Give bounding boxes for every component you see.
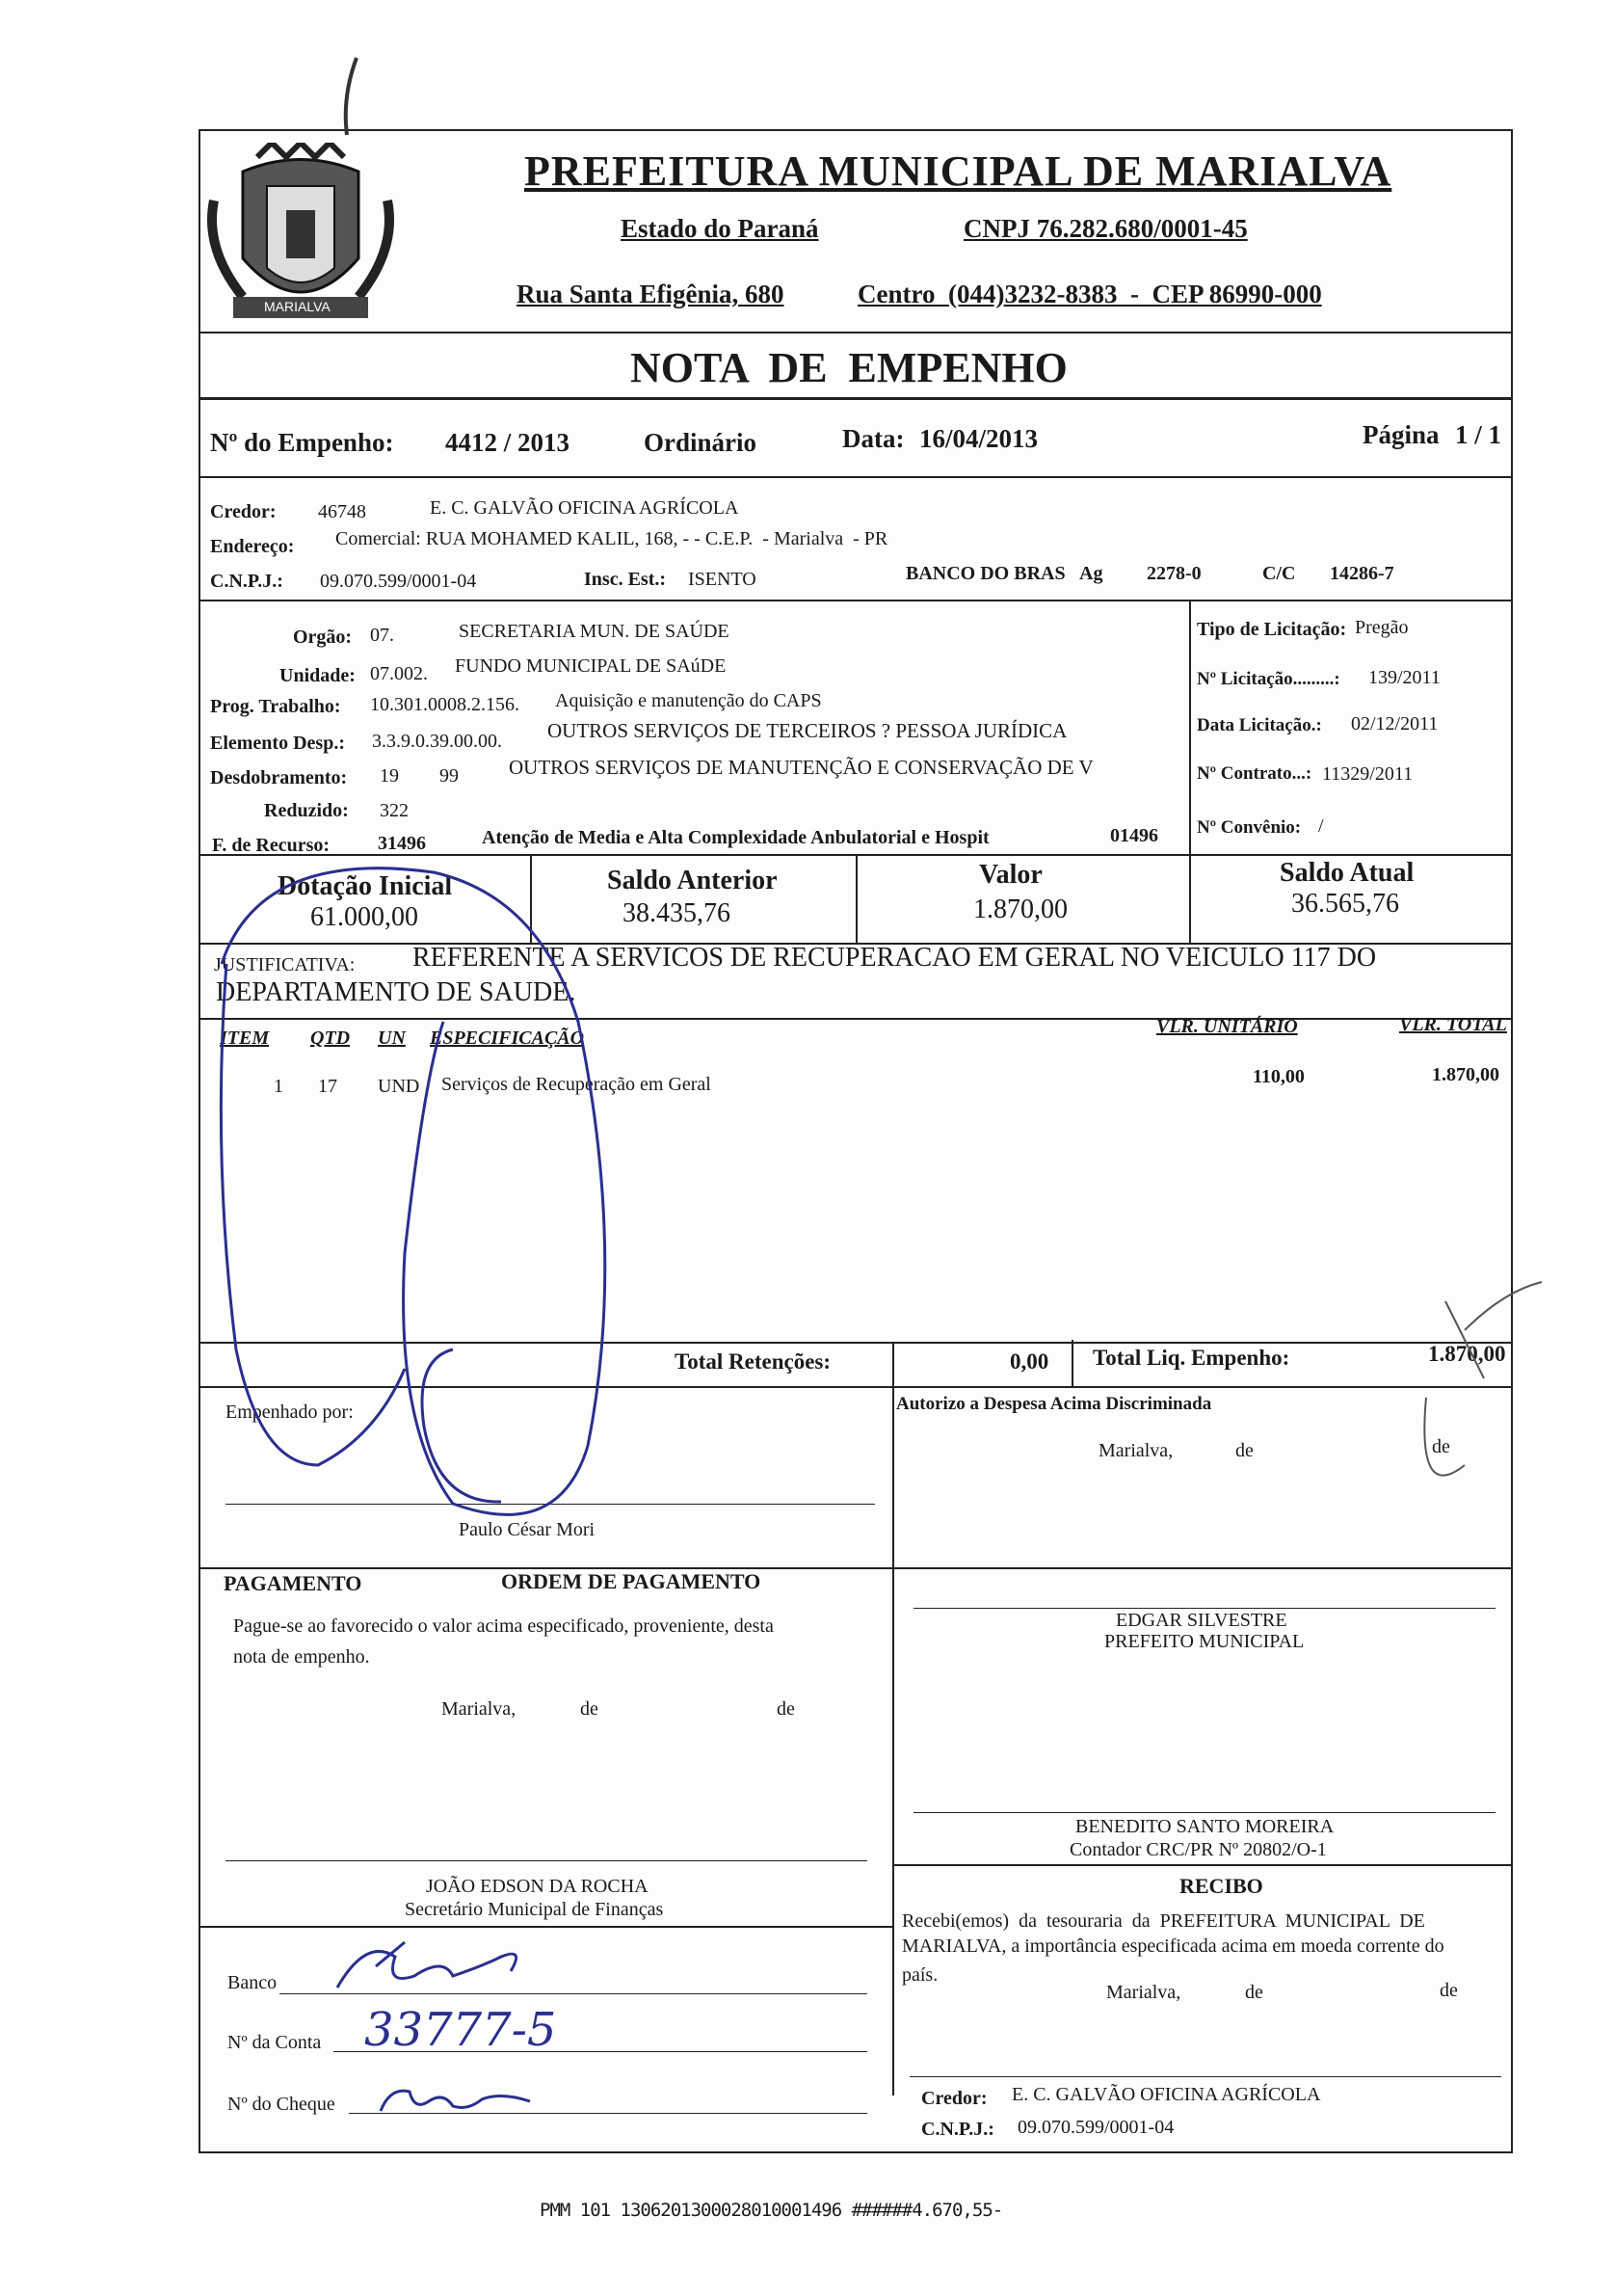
col-header-un: UN bbox=[378, 1028, 406, 1049]
prefeito-role: PREFEITO MUNICIPAL bbox=[1104, 1631, 1305, 1652]
unidade-label: Unidade: bbox=[279, 665, 356, 686]
state-name: Estado do Paraná bbox=[621, 214, 819, 243]
recibo-city: Marialva, bbox=[1106, 1982, 1181, 2003]
col-header-qtd: QTD bbox=[310, 1028, 351, 1049]
pagamento-text2: nota de empenho. bbox=[233, 1646, 370, 1668]
dotacao-inicial-value: 61.000,00 bbox=[310, 902, 418, 932]
street-address: Rua Santa Efigênia, 680 bbox=[516, 280, 784, 308]
reduzido-value: 322 bbox=[380, 800, 409, 821]
empenho-number-label: Nº do Empenho: bbox=[210, 428, 394, 457]
recibo-line3: país. bbox=[902, 1964, 939, 1986]
bank-name: BANCO DO BRAS bbox=[906, 563, 1066, 584]
bank-signature bbox=[337, 1942, 516, 1988]
corner-mark bbox=[1424, 1282, 1542, 1476]
prog-label: Prog. Trabalho: bbox=[210, 696, 341, 717]
item-unit: UND bbox=[378, 1076, 420, 1097]
col-header-spec: ESPECIFICAÇÃO bbox=[430, 1028, 585, 1049]
elemento-code: 3.3.9.0.39.00.00. bbox=[372, 731, 502, 752]
city-hall-title: PREFEITURA MUNICIPAL DE MARIALVA bbox=[524, 147, 1392, 195]
empenho-date-label: Data: bbox=[842, 424, 905, 453]
justificativa-line2: DEPARTAMENTO DE SAUDE. bbox=[216, 977, 576, 1007]
page-number: 1 / 1 bbox=[1455, 420, 1502, 449]
autorizo-de1: de bbox=[1235, 1440, 1254, 1461]
banco-label: Banco bbox=[227, 1972, 278, 1993]
orgao-name: SECRETARIA MUN. DE SAÚDE bbox=[459, 621, 729, 642]
credor-code: 46748 bbox=[318, 501, 366, 522]
recibo-cnpj-label: C.N.P.J.: bbox=[921, 2119, 994, 2140]
col-header-item: ITEM bbox=[220, 1028, 270, 1049]
secretario-role: Secretário Municipal de Finanças bbox=[405, 1899, 664, 1920]
col-header-total-value: VLR. TOTAL bbox=[1399, 1014, 1507, 1035]
tipo-licitacao: Pregão bbox=[1355, 617, 1409, 638]
conta-handwritten: 33777-5 bbox=[364, 2003, 557, 2057]
insc-label: Insc. Est.: bbox=[584, 569, 667, 590]
dotacao-inicial-label: Dotação Inicial bbox=[278, 871, 453, 901]
convenio-value: / bbox=[1318, 815, 1324, 837]
total-retencoes-label: Total Retenções: bbox=[675, 1349, 832, 1374]
city-cnpj: CNPJ 76.282.680/0001-45 bbox=[964, 214, 1248, 243]
col-header-unit-value: VLR. UNITÁRIO bbox=[1156, 1016, 1298, 1037]
empenho-date: 16/04/2013 bbox=[919, 424, 1039, 453]
item-spec: Serviços de Recuperação em Geral bbox=[441, 1074, 711, 1095]
endereco-value: Comercial: RUA MOHAMED KALIL, 168, - - C.E.P. - Marialva - PR bbox=[335, 528, 888, 549]
desdobramento-label: Desdobramento: bbox=[210, 767, 348, 788]
saldo-atual-value: 36.565,76 bbox=[1291, 889, 1399, 919]
item-unit-value: 110,00 bbox=[1253, 1066, 1305, 1087]
orgao-label: Orgão: bbox=[293, 627, 353, 648]
prog-name: Aquisição e manutenção do CAPS bbox=[555, 690, 822, 711]
empenho-number: 4412 / 2013 bbox=[445, 428, 570, 457]
valor-value: 1.870,00 bbox=[973, 894, 1068, 924]
recibo-line2: MARIALVA, a importância especificada acima em moeda corrente do bbox=[902, 1936, 1444, 1957]
pagamento-city: Marialva, bbox=[441, 1698, 516, 1720]
orgao-code: 07. bbox=[370, 625, 394, 646]
autorizo-text: Autorizo a Despesa Acima Discriminada bbox=[896, 1394, 1212, 1414]
cnpj-label: C.N.P.J.: bbox=[210, 571, 283, 592]
secretario-name: JOÃO EDSON DA ROCHA bbox=[426, 1876, 649, 1897]
page-label: Página bbox=[1363, 420, 1440, 449]
saldo-anterior-value: 38.435,76 bbox=[622, 898, 730, 928]
rubric-signature bbox=[221, 868, 604, 1515]
pagamento-text1: Pague-se ao favorecido o valor acima especificado, proveniente, desta bbox=[233, 1615, 774, 1637]
credor-label: Credor: bbox=[210, 501, 277, 522]
recurso-b: 01496 bbox=[1110, 825, 1158, 846]
cheque-label: Nº do Cheque bbox=[227, 2094, 335, 2115]
licitacao-number-label: Nº Licitação.........: bbox=[1197, 669, 1340, 689]
unidade-name: FUNDO MUNICIPAL DE SAúDE bbox=[455, 655, 727, 677]
desdobramento-name: OUTROS SERVIÇOS DE MANUTENÇÃO E CONSERVAÇÃO DE V bbox=[509, 756, 1094, 779]
address-contact: Centro (044)3232-8383 - CEP 86990-000 bbox=[858, 280, 1322, 308]
total-retencoes-value: 0,00 bbox=[1010, 1349, 1049, 1374]
licitacao-number: 139/2011 bbox=[1368, 667, 1441, 688]
autorizo-city: Marialva, bbox=[1099, 1440, 1174, 1461]
recibo-credor-label: Credor: bbox=[921, 2088, 988, 2109]
reduzido-label: Reduzido: bbox=[264, 800, 349, 821]
recurso-name: Atenção de Media e Alta Complexidade Anbulatorial e Hospit bbox=[482, 827, 990, 848]
pagamento-de1: de bbox=[580, 1698, 598, 1720]
prog-code: 10.301.0008.2.156. bbox=[370, 694, 519, 715]
unidade-code: 07.002. bbox=[370, 663, 428, 684]
empenhado-por-label: Empenhado por: bbox=[225, 1402, 354, 1423]
insc-value: ISENTO bbox=[688, 569, 756, 590]
contador-role: Contador CRC/PR Nº 20802/O-1 bbox=[1070, 1839, 1327, 1860]
cheque-signature bbox=[381, 2091, 530, 2111]
recurso-label: F. de Recurso: bbox=[212, 835, 331, 856]
justificativa-label: JUSTIFICATIVA: bbox=[214, 954, 356, 975]
contador-name: BENEDITO SANTO MOREIRA bbox=[1075, 1816, 1335, 1837]
item-qty: 17 bbox=[318, 1076, 337, 1097]
top-mark bbox=[346, 58, 357, 135]
elemento-label: Elemento Desp.: bbox=[210, 733, 345, 754]
recibo-de2: de bbox=[1440, 1980, 1458, 2001]
saldo-anterior-label: Saldo Anterior bbox=[607, 866, 778, 895]
seal-text: MARIALVA bbox=[264, 299, 331, 314]
account-label: C/C bbox=[1262, 563, 1296, 584]
valor-label: Valor bbox=[979, 860, 1043, 890]
total-liquido-value: 1.870,00 bbox=[1428, 1342, 1506, 1366]
elemento-name: OUTROS SERVIÇOS DE TERCEIROS ? PESSOA JURÍDICA bbox=[547, 719, 1068, 742]
total-liquido-label: Total Liq. Empenho: bbox=[1093, 1346, 1290, 1370]
endereco-label: Endereço: bbox=[210, 536, 295, 557]
item-total-value: 1.870,00 bbox=[1432, 1064, 1499, 1085]
cnpj-value: 09.070.599/0001-04 bbox=[320, 571, 477, 592]
agency-value: 2278-0 bbox=[1147, 563, 1202, 584]
autorizo-de2: de bbox=[1432, 1436, 1450, 1457]
item-number: 1 bbox=[274, 1076, 283, 1097]
recibo-line1: Recebi(emos) da tesouraria da PREFEITURA MUNICIPAL DE bbox=[902, 1910, 1425, 1932]
empenhado-por-name: Paulo César Mori bbox=[459, 1519, 596, 1540]
convenio-label: Nº Convênio: bbox=[1197, 817, 1302, 838]
ordem-pagamento-label: ORDEM DE PAGAMENTO bbox=[501, 1569, 761, 1593]
desdobramento-b: 99 bbox=[439, 765, 459, 787]
empenho-type: Ordinário bbox=[644, 428, 757, 457]
recibo-de1: de bbox=[1245, 1982, 1263, 2003]
licitacao-date-label: Data Licitação.: bbox=[1197, 715, 1322, 735]
footer-code: PMM 101 1306201300028010001496 ######4.670,55- bbox=[540, 2200, 1003, 2221]
recurso-code: 31496 bbox=[378, 833, 426, 854]
pagamento-label: PAGAMENTO bbox=[224, 1571, 362, 1595]
contrato-number: 11329/2011 bbox=[1322, 763, 1414, 785]
desdobramento-a: 19 bbox=[380, 765, 399, 787]
justificativa-line1: REFERENTE A SERVICOS DE RECUPERACAO EM GERAL NO VEICULO 117 DO bbox=[412, 943, 1377, 973]
doc-title: NOTA DE EMPENHO bbox=[630, 344, 1068, 391]
account-value: 14286-7 bbox=[1330, 563, 1394, 584]
recibo-cnpj: 09.070.599/0001-04 bbox=[1018, 2117, 1175, 2138]
saldo-atual-label: Saldo Atual bbox=[1280, 858, 1415, 888]
prefeito-name: EDGAR SILVESTRE bbox=[1116, 1610, 1287, 1631]
tipo-licitacao-label: Tipo de Licitação: bbox=[1197, 619, 1347, 640]
credor-name: E. C. GALVÃO OFICINA AGRÍCOLA bbox=[430, 497, 739, 519]
pagamento-de2: de bbox=[777, 1698, 795, 1720]
contrato-label: Nº Contrato...: bbox=[1197, 763, 1312, 784]
agency-label: Ag bbox=[1079, 563, 1103, 584]
conta-label: Nº da Conta bbox=[227, 2032, 322, 2053]
recibo-credor: E. C. GALVÃO OFICINA AGRÍCOLA bbox=[1012, 2084, 1321, 2105]
recibo-title: RECIBO bbox=[1179, 1874, 1263, 1898]
licitacao-date: 02/12/2011 bbox=[1351, 713, 1439, 734]
